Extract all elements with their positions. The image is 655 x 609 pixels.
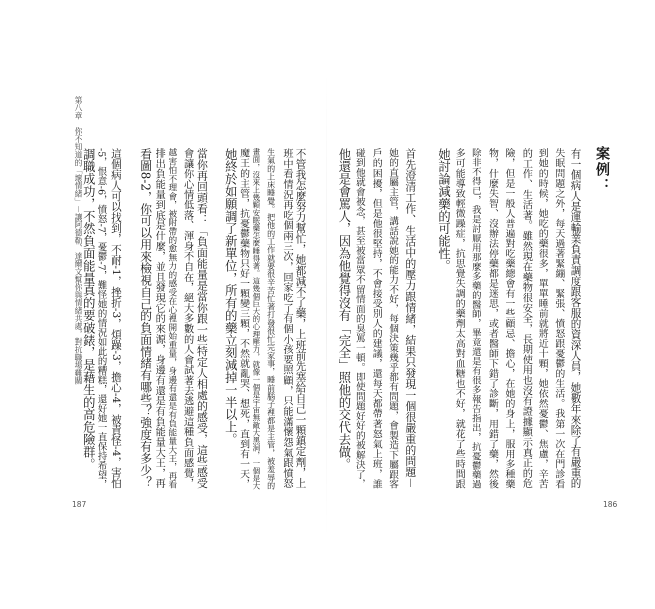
left-page-text-column: 這個病人可以找到，不耐-1，挫折-3，煩躁-3，擔心-4，被責怪-4，害怕 bbox=[109, 148, 122, 489]
left-page-text-column: 魔王的主管，抗憂鬱藥物只好一顆變三顆，不然就亂哭、想死，直到有一天， bbox=[238, 148, 250, 489]
left-page-text-column: 看圖8-2，你可以用來檢視自己的負面情緒有哪些？強度有多少？ bbox=[138, 148, 153, 489]
left-page-text-column: 生氣的上床睡覺。把他的工作就要很辛苦忙著打發很忙完家事，睡前腦子裡都是主管，被羞辱的 bbox=[266, 148, 276, 490]
case-heading: 案例： bbox=[594, 146, 610, 194]
right-page-text-column: 物，什麼失智、沒辦法停藥都是迷思，或者醫師下錯了診斷，用錯了藥，然後 bbox=[486, 148, 498, 489]
left-page-text-column: 越害怕不理會，被附帶的愈無力的感受在心裡開始重量，身邊有還是有負能量大王，再看 bbox=[166, 148, 177, 489]
right-page-text-column: 她的直屬主管，講話說她的能力不好，每個決策幾乎都有問題，會製造下屬跟客 bbox=[387, 148, 399, 489]
right-page-text-column: 他還是會罵人，因為他覺得沒有「完全」照他的交代去做。 bbox=[336, 148, 351, 471]
left-page-text-column: 她終於如願調了新單位，所有的藥立刻減掉一半以上。 bbox=[223, 148, 238, 446]
right-page-text-column: 戶的困擾，但是他很堅持，不會接受別人的建議，還每天都帶著怒氣上班，誰 bbox=[370, 148, 382, 489]
left-page-text-column: 排出負能量到底是什麼，並且發現它的來源，身邊有還是有負能量大王，再 bbox=[153, 148, 165, 489]
left-page-text-column: 調職成功，不然負面能量真的要破錶，是藉生的高危險群。 bbox=[81, 148, 96, 471]
right-page-text-column: 的工作、生活著。雖然現在藥物很安全，長期使用也沒有證據顯示真正的危 bbox=[520, 148, 532, 489]
right-page-text-column: 碰到他就會被念，甚至被當眾不留情面的臭罵一頓。即使問題好好的被解決了， bbox=[353, 148, 365, 489]
right-page-number: 186 bbox=[603, 500, 618, 509]
right-page-text-column: 她討論減藥的可能性。 bbox=[436, 148, 451, 272]
page-gutter bbox=[326, 70, 327, 540]
right-page-text-column: 除非不得已，我是討厭用那麼多藥的醫師，畢竟還是有很多報告指出，抗憂鬱藥過 bbox=[469, 148, 481, 489]
left-page-text-column: 畫面，沒來上幾顆安眠藥怎麼睡得著。這幾個巨大的心理壓力，就像一個是宇宙無敵大黑洞，一個是大 bbox=[251, 148, 261, 490]
left-page-number: 187 bbox=[72, 500, 87, 509]
right-page-text-column: 多可能導致輕微躁症，抗思覺失調的藥劑太高對血糖也不好，就花了些時間跟 bbox=[453, 148, 465, 489]
left-page-text-column: -5，恨意-6，憤怒-7，憂鬱-7，難怪她的情況如此的糟糕，還好她一直保持希望， bbox=[95, 148, 107, 490]
right-page-text-column: 失眠問題之外，每天過著緊繃、緊張、憤怒跟憂鬱的生活。我第一次在門診看 bbox=[553, 148, 565, 489]
left-page-text-column: 班中看情況再吃個兩三次，回家吃了有個小孩要照顧，只能滿懷怨氣跟憤怒 bbox=[281, 148, 293, 489]
left-page-text-column: 當你再回頭看：「負面能量是當你跟一些特定人相處的感受，這些感受 bbox=[195, 148, 209, 489]
right-page-text-column: 到她的時候，她吃的藥很多，單單睡前就將近十顆，她依然憂鬱、焦慮，辛苦 bbox=[536, 148, 548, 489]
right-page-text-column: 險，但是一般人普遍對吃藥總會有一些顧忌、擔心，在她的身上，服用多種藥 bbox=[503, 148, 515, 489]
left-page-text-column: 會讓你心情低落、渾身不自在，絕大多數的人會試著去逃避這種負面感覺， bbox=[181, 148, 193, 489]
right-page-text-column: 首先澄清工作、生活中的壓力跟情緒，結果只發現一個很嚴重的問題－ bbox=[403, 148, 417, 489]
right-page-text-column: 有一個病人是運輸業負責調度跟客服的資深人員，她數年來除了有嚴重的 bbox=[569, 148, 582, 489]
running-header: 第八章 你不知道的「壞情緒」－讓阿德勒、達爾文幫你與情緒共處，對抗職場難關 bbox=[74, 96, 83, 385]
left-page-text-column: 不管我怎麼努力幫忙，她都減不了藥，上班前先塞給自己一顆鎮定劑，上 bbox=[294, 148, 307, 489]
